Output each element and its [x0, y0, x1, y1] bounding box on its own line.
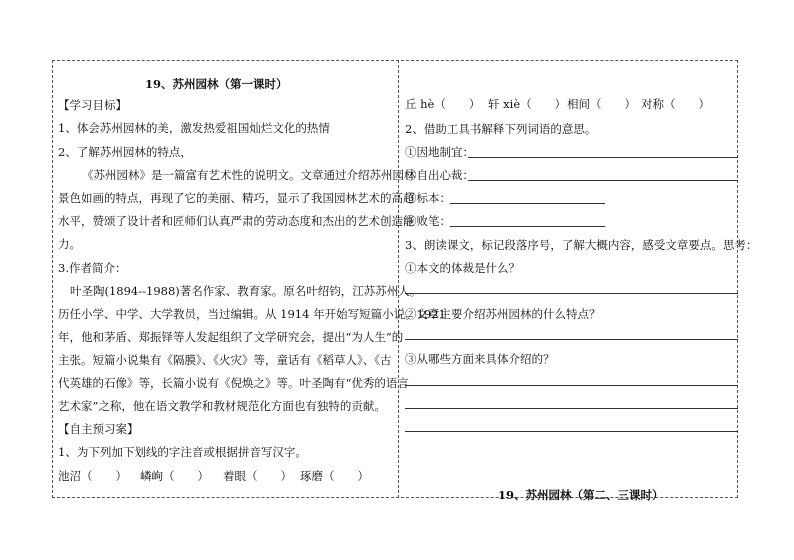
intro-line-1: 《苏州园林》是一篇富有艺术性的说明文。文章通过介绍苏州园林	[82, 168, 416, 182]
term-label: ③标本：	[405, 191, 451, 205]
answer-line[interactable]	[468, 157, 738, 158]
pinyin-item: 丘 hè（ ）	[405, 97, 481, 111]
goal-2: 2、了解苏州园林的特点，	[58, 145, 192, 159]
answer-line[interactable]	[450, 226, 605, 227]
question: ③从哪些方面来具体介绍的？	[405, 352, 555, 366]
term-label: ②自出心裁：	[405, 168, 474, 182]
pinyin-item: 轩 xiè（ ）	[488, 97, 567, 111]
author-line-6: 艺术家”之称，他在语文教学和教材规范化方面也有独特的贡献。	[58, 399, 386, 413]
author-line-3: 年，他和茅盾、郑振铎等人发起组织了文学研究会，提出“为人生”的	[58, 330, 404, 344]
term-label: ④败笔：	[405, 214, 451, 228]
author-line-1: 叶圣陶(1894--1988)著名作家、教育家。原名叶绍钧，江苏苏州人。	[70, 284, 422, 298]
question: ②文章主要介绍苏州园林的什么特点？	[405, 307, 601, 321]
intro-line-2: 景色如画的特点，再现了它的美丽、精巧，显示了我国园林艺术的高超	[58, 191, 415, 205]
term-label: ①因地制宜：	[405, 145, 474, 159]
answer-line[interactable]	[405, 293, 738, 294]
question: ①本文的体裁是什么？	[405, 261, 520, 275]
pinyin-item: 琢磨（ ）	[300, 469, 369, 483]
answer-line[interactable]	[405, 408, 738, 409]
column-divider	[398, 60, 399, 498]
answer-line[interactable]	[405, 339, 738, 340]
intro-line-3: 水平，赞颂了设计者和匠师们认真严肃的劳动态度和杰出的艺术创造能	[58, 214, 415, 228]
answer-line[interactable]	[405, 431, 738, 432]
lesson-title: 19、苏州园林（第一课时）	[145, 77, 288, 91]
pinyin-item: 着眼（ ）	[223, 469, 292, 483]
intro-line-4: 力。	[58, 237, 81, 251]
task-3: 3、朗读课文，标记段落序号，了解大概内容，感受文章要点。思考：	[405, 238, 758, 252]
pinyin-item: 池沼（ ）	[58, 469, 127, 483]
task-1: 1、为下列加下划线的字注音或根据拼音写汉字。	[58, 445, 307, 459]
author-heading: 3.作者简介：	[58, 261, 127, 275]
pinyin-item: 嶙峋（ ）	[140, 469, 209, 483]
pinyin-item: 相间（ ）	[567, 97, 636, 111]
author-line-2: 历任小学、中学、大学教员，当过编辑。从 1914 年开始写短篇小说。1921	[58, 307, 446, 321]
author-line-5: 代英雄的石像》等，长篇小说有《倪焕之》等。叶圣陶有“优秀的语言	[58, 376, 409, 390]
answer-line[interactable]	[450, 203, 605, 204]
goal-1: 1、体会苏州园林的美，激发热爱祖国灿烂文化的热情	[58, 121, 330, 135]
answer-line[interactable]	[468, 180, 738, 181]
task-2: 2、借助工具书解释下列词语的意思。	[405, 122, 597, 136]
answer-line[interactable]	[405, 385, 738, 386]
next-lesson-title: 19、苏州园林（第二、三课时）	[498, 488, 664, 502]
pinyin-item: 对称（ ）	[641, 97, 710, 111]
preview-heading: 【自主预习案】	[58, 422, 139, 436]
goals-heading: 【学习目标】	[58, 98, 127, 112]
author-line-4: 主张。短篇小说集有《隔膜》、《火灾》等，童话有《稻草人》、《古	[58, 353, 392, 367]
